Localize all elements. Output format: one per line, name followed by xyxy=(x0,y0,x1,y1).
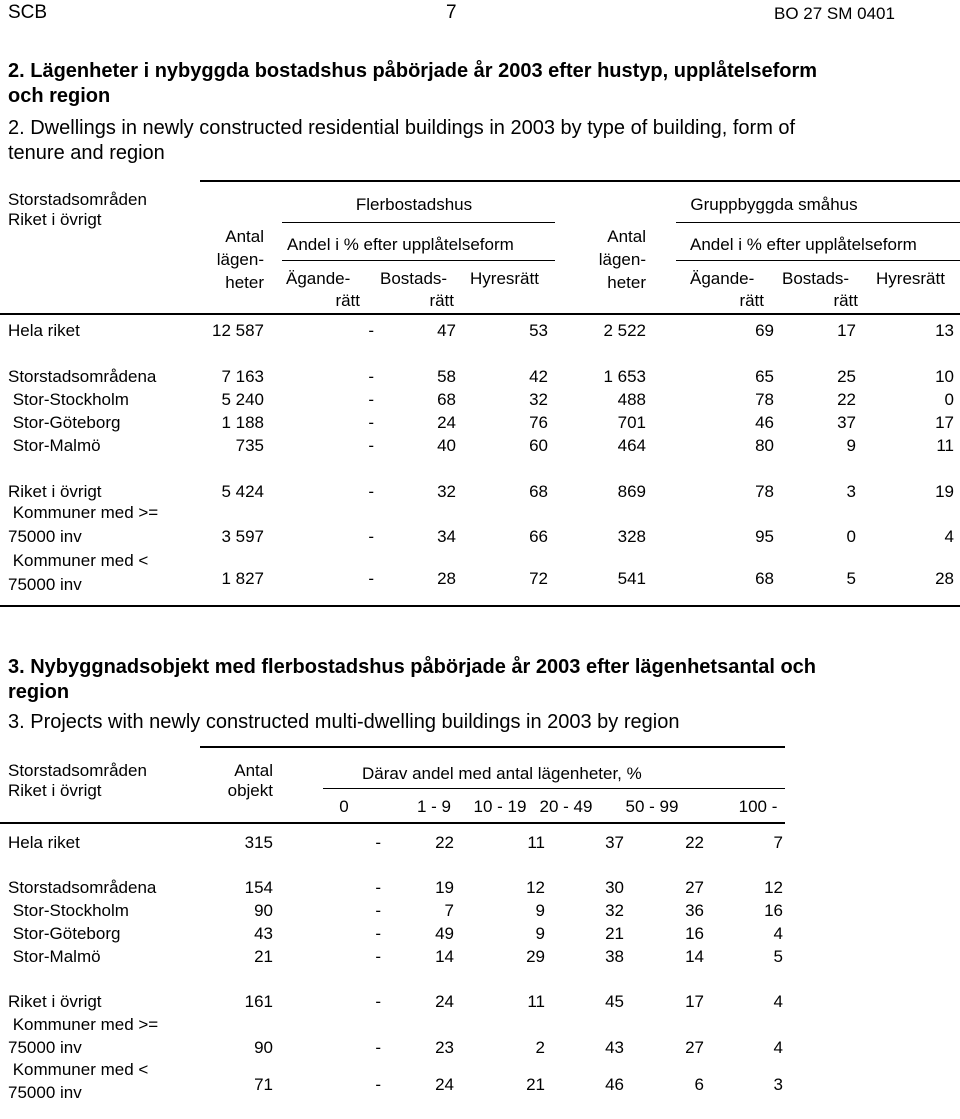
s3-cell: 23 xyxy=(435,1038,454,1057)
s2-cell: 65 xyxy=(755,367,774,386)
s3-cell: 4 xyxy=(773,1038,783,1057)
s3-row-label-2: 75000 inv xyxy=(8,1038,82,1057)
s3-subcol-header: 100 - xyxy=(738,797,778,816)
s3-row-label: Stor-Malmö xyxy=(8,947,101,966)
s2-row-label: Hela riket xyxy=(8,321,80,340)
s2-cell: 60 xyxy=(529,436,548,455)
s2-cell: 5 424 xyxy=(221,482,264,501)
s3-antal-1: Antal xyxy=(234,761,273,780)
s2-cell: 32 xyxy=(529,390,548,409)
s2-cell: 68 xyxy=(437,390,456,409)
s2-cell: 76 xyxy=(529,413,548,432)
s2-cell: 4 xyxy=(944,527,954,546)
s3-cell: 43 xyxy=(254,924,273,943)
s3-cell: 32 xyxy=(605,901,624,920)
s3-title-en: 3. Projects with newly constructed multi-dwelling buildings in 2003 by region xyxy=(8,711,680,733)
s3-row-label: Hela riket xyxy=(8,833,80,852)
s3-cell: 11 xyxy=(527,833,545,852)
s2-hyresratt-a: Hyresrätt xyxy=(470,269,539,288)
s2-cell: 1 653 xyxy=(603,367,646,386)
page-number: 7 xyxy=(446,2,457,23)
s2-andel-a: Andel i % efter upplåtelseform xyxy=(287,235,514,254)
header-left: SCB xyxy=(8,2,48,23)
s2-antal-2a: lägen- xyxy=(216,250,264,269)
s3-cell: 17 xyxy=(685,992,704,1011)
s2-cell: 3 597 xyxy=(221,527,264,546)
s2-cell: 66 xyxy=(529,527,548,546)
s2-cell: 40 xyxy=(437,436,456,455)
s2-cell: - xyxy=(368,367,374,386)
s2-cell: 0 xyxy=(846,527,856,546)
s2-cell: 72 xyxy=(529,569,548,588)
s3-row-label: Kommuner med >= xyxy=(8,1015,159,1034)
s2-cell: 13 xyxy=(935,321,954,340)
s2-cell: 80 xyxy=(755,436,774,455)
s2-bostads-1b: Bostads- xyxy=(782,269,850,288)
s3-cell: 19 xyxy=(435,878,454,897)
s3-cell: 12 xyxy=(764,878,783,897)
s2-cell: 58 xyxy=(437,367,456,386)
s3-cell: 36 xyxy=(685,901,704,920)
s2-cell: 42 xyxy=(529,367,548,386)
s3-cell: 21 xyxy=(605,924,624,943)
s3-row-label: Storstadsområdena xyxy=(8,878,157,897)
s3-col-region-2: Riket i övrigt xyxy=(8,781,102,800)
s3-darav: Därav andel med antal lägenheter, % xyxy=(362,764,642,783)
header-right: BO 27 SM 0401 xyxy=(774,4,895,23)
s2-row-label: Stor-Stockholm xyxy=(8,390,129,409)
s2-cell: - xyxy=(368,527,374,546)
s3-cell: 38 xyxy=(605,947,624,966)
s3-cell: - xyxy=(375,1075,381,1094)
s2-cell: 22 xyxy=(837,390,856,409)
s2-title-sv-2: och region xyxy=(8,85,111,107)
s2-cell: 3 xyxy=(846,482,856,501)
s3-cell: 90 xyxy=(254,1038,273,1057)
s3-cell: 90 xyxy=(254,901,273,920)
s3-cell: 24 xyxy=(435,992,454,1011)
s2-agande-1a: Ägande- xyxy=(286,269,351,288)
s3-rule-darav xyxy=(323,788,785,789)
s3-cell: 29 xyxy=(526,947,545,966)
s3-subcol-header: 10 - 19 xyxy=(473,797,527,816)
s2-cell: 328 xyxy=(617,527,646,546)
s3-cell: 49 xyxy=(435,924,454,943)
s2-rule-fler xyxy=(282,222,555,223)
s3-cell: 5 xyxy=(773,947,783,966)
s3-header-rule xyxy=(0,822,785,824)
s2-title-en-1: 2. Dwellings in newly constructed residential buildings in 2003 by type of building, form of xyxy=(8,117,796,139)
s3-cell: 7 xyxy=(773,833,783,852)
s2-cell: 46 xyxy=(755,413,774,432)
s2-antal-3b: heter xyxy=(607,273,646,292)
s3-cell: 14 xyxy=(435,947,454,966)
s2-hyresratt-b: Hyresrätt xyxy=(876,269,945,288)
s3-cell: 4 xyxy=(773,924,783,943)
s2-col-region-1: Storstadsområden xyxy=(8,190,147,209)
s2-cell: 78 xyxy=(755,390,774,409)
s3-cell: 45 xyxy=(605,992,624,1011)
s3-row-label: Stor-Göteborg xyxy=(8,924,121,943)
s3-cell: 22 xyxy=(435,833,454,852)
s3-antal-2: objekt xyxy=(227,781,273,800)
s2-cell: - xyxy=(368,321,374,340)
s3-subcol-header: 20 - 49 xyxy=(539,797,593,816)
s2-agande-2a: rätt xyxy=(335,291,360,310)
s3-cell: 21 xyxy=(526,1075,545,1094)
s2-agande-2b: rätt xyxy=(739,291,764,310)
s3-cell: 315 xyxy=(244,833,273,852)
s2-rule-andel-b xyxy=(676,260,960,261)
s3-cell: 12 xyxy=(526,878,545,897)
s3-subcol-header: 50 - 99 xyxy=(625,797,679,816)
s2-cell: 68 xyxy=(529,482,548,501)
s3-cell: 161 xyxy=(244,992,273,1011)
s2-cell: 78 xyxy=(755,482,774,501)
s2-cell: 47 xyxy=(437,321,456,340)
s3-cell: 4 xyxy=(773,992,783,1011)
s2-cell: 2 522 xyxy=(603,321,646,340)
s2-cell: 95 xyxy=(755,527,774,546)
s2-cell: 53 xyxy=(529,321,548,340)
s2-bostads-2a: rätt xyxy=(429,291,454,310)
s2-header-rule xyxy=(0,313,960,315)
s3-cell: 21 xyxy=(254,947,273,966)
s2-cell: 10 xyxy=(935,367,954,386)
s3-subcol-header: 0 xyxy=(339,797,349,816)
s3-cell: 7 xyxy=(444,901,454,920)
s3-cell: 3 xyxy=(773,1075,783,1094)
s2-cell: 69 xyxy=(755,321,774,340)
s3-cell: - xyxy=(375,992,381,1011)
s2-row-label: Storstadsområdena xyxy=(8,367,157,386)
s3-cell: 14 xyxy=(685,947,704,966)
s3-cell: 71 xyxy=(254,1075,273,1094)
s3-top-rule xyxy=(200,746,785,748)
s2-cell: 0 xyxy=(944,390,954,409)
s2-cell: 32 xyxy=(437,482,456,501)
s3-cell: 16 xyxy=(685,924,704,943)
s3-cell: 46 xyxy=(605,1075,624,1094)
s3-cell: - xyxy=(375,878,381,897)
s2-row-label: Riket i övrigt xyxy=(8,482,102,501)
s3-col-region-1: Storstadsområden xyxy=(8,761,147,780)
s3-row-label: Stor-Stockholm xyxy=(8,901,129,920)
s2-bottom-rule xyxy=(0,605,960,607)
s2-cell: 24 xyxy=(437,413,456,432)
s2-bostads-2b: rätt xyxy=(833,291,858,310)
s3-cell: - xyxy=(375,1038,381,1057)
s3-cell: 9 xyxy=(535,924,545,943)
s2-cell: 19 xyxy=(935,482,954,501)
s2-cell: - xyxy=(368,436,374,455)
s2-cell: 12 587 xyxy=(212,321,264,340)
s2-cell: 5 xyxy=(846,569,856,588)
s2-row-label: Kommuner med >= xyxy=(8,503,159,522)
s2-antal-2b: lägen- xyxy=(598,250,646,269)
s3-cell: 37 xyxy=(605,833,624,852)
s3-cell: 6 xyxy=(694,1075,704,1094)
s2-cell: 17 xyxy=(837,321,856,340)
s2-cell: 541 xyxy=(617,569,646,588)
s3-cell: 9 xyxy=(535,901,545,920)
s2-cell: 68 xyxy=(755,569,774,588)
s2-col-region-2: Riket i övrigt xyxy=(8,210,102,229)
s2-cell: 9 xyxy=(846,436,856,455)
s2-title-sv-1: 2. Lägenheter i nybyggda bostadshus påbörjade år 2003 efter hustyp, upplåtelseform xyxy=(8,60,818,82)
s3-cell: 11 xyxy=(527,992,545,1011)
s2-rule-smahus xyxy=(676,222,960,223)
s2-title-en-2: tenure and region xyxy=(8,142,165,164)
s2-rule-andel-a xyxy=(282,260,555,261)
s2-agande-1b: Ägande- xyxy=(690,269,755,288)
s3-title-sv-2: region xyxy=(8,681,70,703)
s3-row-label: Riket i övrigt xyxy=(8,992,102,1011)
s2-cell: 34 xyxy=(437,527,456,546)
s2-antal-1b: Antal xyxy=(607,227,646,246)
s2-cell: 5 240 xyxy=(221,390,264,409)
s2-row-label: Stor-Göteborg xyxy=(8,413,121,432)
s2-row-label: Stor-Malmö xyxy=(8,436,101,455)
s3-subcol-header: 1 - 9 xyxy=(416,797,452,816)
s3-cell: 27 xyxy=(685,1038,704,1057)
s2-cell: 7 163 xyxy=(221,367,264,386)
s2-andel-b: Andel i % efter upplåtelseform xyxy=(690,235,917,254)
s2-cell: 1 188 xyxy=(221,413,264,432)
s3-cell: 154 xyxy=(244,878,273,897)
s2-cell: 701 xyxy=(617,413,646,432)
s3-cell: 22 xyxy=(685,833,704,852)
s3-cell: 27 xyxy=(685,878,704,897)
s2-cell: 28 xyxy=(437,569,456,588)
s3-cell: 2 xyxy=(535,1038,545,1057)
s2-cell: 735 xyxy=(235,436,264,455)
s2-top-rule xyxy=(200,180,960,182)
s3-cell: - xyxy=(375,833,381,852)
s2-antal-1a: Antal xyxy=(225,227,264,246)
s2-cell: 17 xyxy=(935,413,954,432)
s3-cell: 24 xyxy=(435,1075,454,1094)
s2-cell: - xyxy=(368,413,374,432)
s3-cell: - xyxy=(375,947,381,966)
s2-cell: - xyxy=(368,569,374,588)
s2-group-flerbostad: Flerbostadshus xyxy=(355,195,473,214)
s2-cell: 464 xyxy=(617,436,646,455)
s3-title-sv-1: 3. Nybyggnadsobjekt med flerbostadshus påbörjade år 2003 efter lägenhetsantal och xyxy=(8,656,817,678)
s3-cell: - xyxy=(375,901,381,920)
s2-bostads-1a: Bostads- xyxy=(380,269,448,288)
s2-cell: 869 xyxy=(617,482,646,501)
s3-cell: 43 xyxy=(605,1038,624,1057)
s3-row-label: Kommuner med < xyxy=(8,1060,149,1079)
s3-cell: 16 xyxy=(764,901,783,920)
s3-cell: - xyxy=(375,924,381,943)
s2-cell: - xyxy=(368,390,374,409)
s2-cell: - xyxy=(368,482,374,501)
s2-row-label-2: 75000 inv xyxy=(8,575,82,594)
s3-cell: 30 xyxy=(605,878,624,897)
s2-cell: 1 827 xyxy=(221,569,264,588)
s2-cell: 28 xyxy=(935,569,954,588)
s2-group-smahus: Gruppbyggda småhus xyxy=(690,195,858,214)
s2-antal-3a: heter xyxy=(225,273,264,292)
s2-cell: 25 xyxy=(837,367,856,386)
s2-cell: 37 xyxy=(837,413,856,432)
s2-row-label: Kommuner med < xyxy=(8,551,149,570)
s3-row-label-2: 75000 inv xyxy=(8,1083,82,1102)
s2-row-label-2: 75000 inv xyxy=(8,527,82,546)
s2-cell: 11 xyxy=(936,436,954,455)
s2-cell: 488 xyxy=(617,390,646,409)
